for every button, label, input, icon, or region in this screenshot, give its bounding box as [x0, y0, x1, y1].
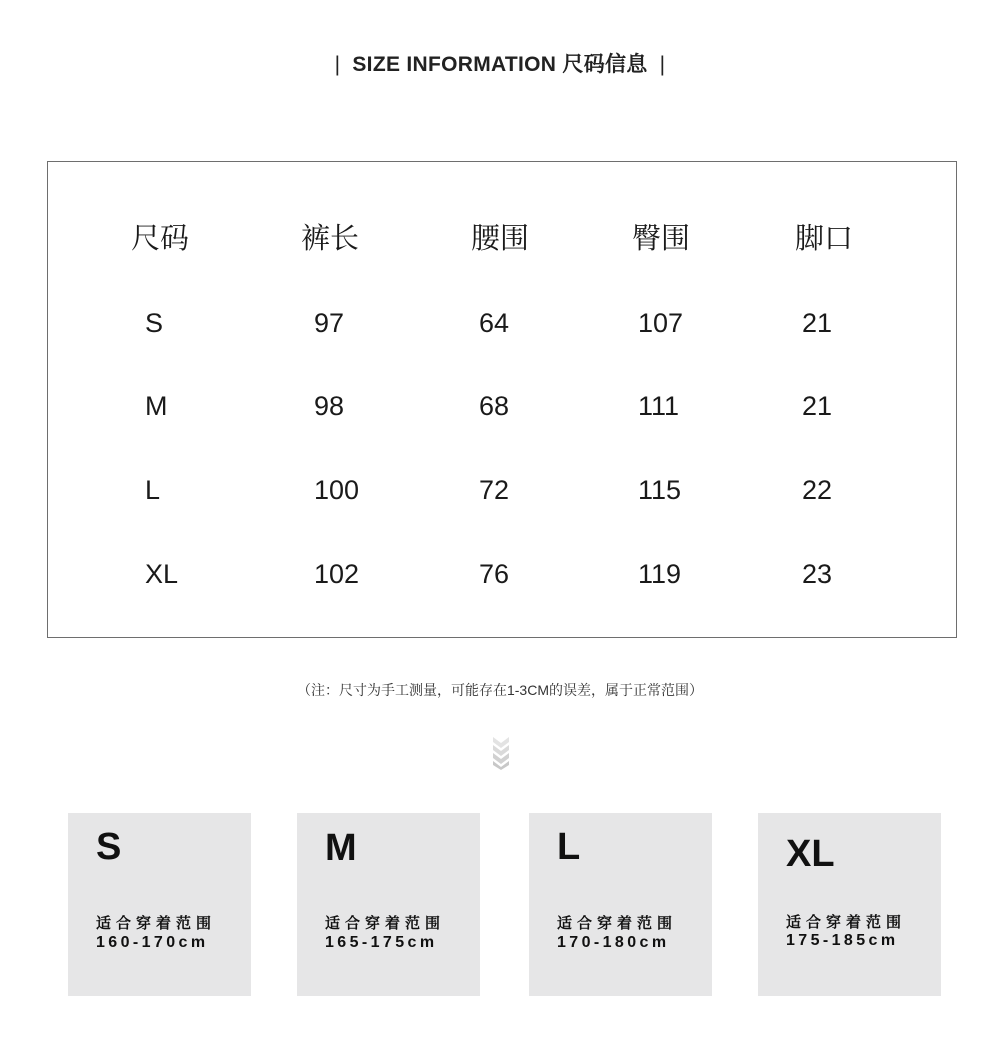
- table-cell: 98: [314, 391, 345, 421]
- table-cell: 97: [314, 308, 345, 338]
- title-bar-right: |: [659, 53, 666, 76]
- table-cell: 100: [314, 475, 360, 505]
- title-text: SIZE INFORMATION 尺码信息: [352, 53, 648, 76]
- chevron-down-icon: [491, 736, 511, 770]
- size-card-range: 175-185cm: [786, 932, 899, 949]
- table-cell: 107: [638, 308, 684, 338]
- size-card-m: [297, 813, 480, 996]
- col-header-length: 裤长: [301, 223, 360, 255]
- table-cell: 64: [479, 308, 510, 338]
- size-card-range: 170-180cm: [557, 934, 670, 951]
- table-cell: 72: [479, 475, 510, 505]
- table-cell: L: [145, 475, 161, 505]
- col-header-size: 尺码: [131, 223, 190, 255]
- title-bar-left: |: [334, 53, 341, 76]
- table-cell: 115: [638, 475, 682, 505]
- size-card-letter: L: [557, 826, 581, 868]
- size-card-range: 160-170cm: [96, 934, 209, 951]
- size-card-xl: [758, 813, 941, 996]
- table-cell: 119: [638, 559, 682, 589]
- size-card-letter: M: [325, 827, 357, 869]
- table-cell: 68: [479, 391, 510, 421]
- table-cell: M: [145, 391, 168, 421]
- size-card-letter: XL: [786, 833, 835, 875]
- table-cell: 23: [802, 559, 833, 589]
- size-card-label: 适合穿着范围: [786, 914, 907, 931]
- size-card-range: 165-175cm: [325, 934, 438, 951]
- table-cell: 21: [802, 308, 833, 338]
- page-title: [0, 48, 1000, 78]
- size-card-label: 适合穿着范围: [96, 915, 217, 932]
- col-header-hem: 脚口: [795, 223, 854, 255]
- col-header-waist: 腰围: [471, 223, 530, 255]
- size-card-label: 适合穿着范围: [325, 915, 446, 932]
- size-card-s: [68, 813, 251, 996]
- size-card-label: 适合穿着范围: [557, 915, 678, 932]
- table-cell: S: [145, 308, 164, 338]
- table-cell: 102: [314, 559, 360, 589]
- table-cell: 22: [802, 475, 833, 505]
- table-cell: 111: [638, 391, 680, 421]
- table-cell: 76: [479, 559, 510, 589]
- col-header-hip: 臀围: [632, 223, 691, 255]
- size-card-l: [529, 813, 712, 996]
- table-cell: XL: [145, 559, 179, 589]
- size-card-letter: S: [96, 826, 122, 868]
- table-cell: 21: [802, 391, 833, 421]
- measurement-note: （注：尺寸为手工测量，可能存在1-3CM的误差，属于正常范围）: [296, 682, 703, 698]
